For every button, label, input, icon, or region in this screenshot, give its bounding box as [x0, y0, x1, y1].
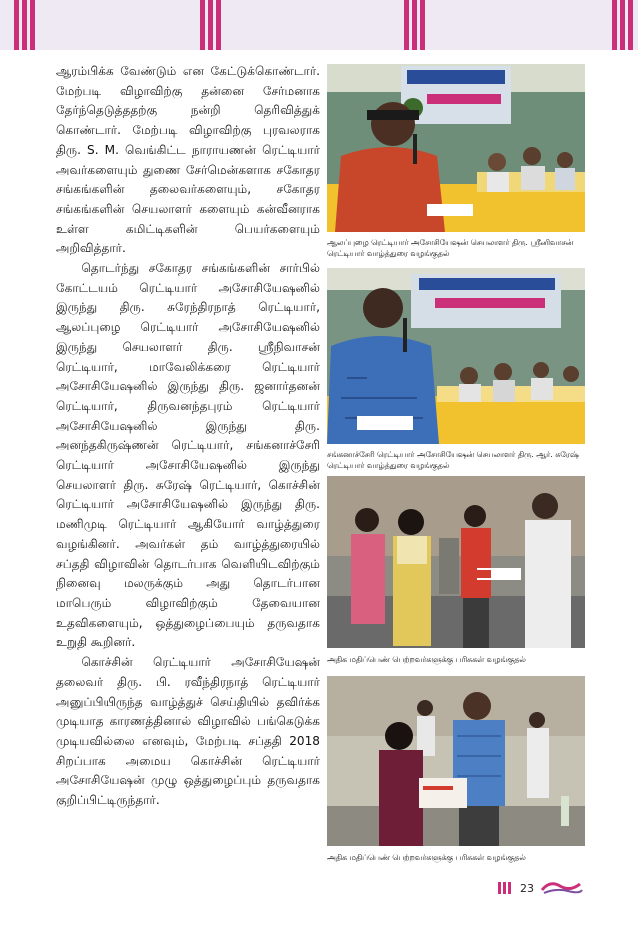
- article-paragraph-1: ஆரம்பிக்க வேண்டும் என கேட்டுக்கொண்டார். மேற்படி விழாவிற்கு தன்னை சேர்மனாக தேர்ந்தெடுத்ததற்கு நன்றி தெரிவித்துக் கொண்டார். மேற்படி விழாவிற்கு புரவலராக திரு. S. M. வெங்கிட்ட நாராயணன் ரெட்டியார் அவர்களையும் துணை சேர்மென்களாக சகோதர சங்கங்களின் தலைவர்களையும், சகோதர சங்கங்களின் செயலாளர் களையும் கன்வீனராக உள்ள கமிட்டிகளின் பெயர்களையும் அறிவித்தார்.: [56, 64, 320, 256]
- article-paragraph-3: கொச்சின் ரெட்டியார் அசோசியேஷன் தலைவர் திரு. பி. ரவீந்திரநாத் ரெட்டியார் அனுப்பியிருந்த வாழ்த்துச் செய்தியில் தவிர்க்க முடியாத காரணத்தினால் விழாவில் பங்கெடுக்க முடியவில்லை எனவும், மேற்படி சப்ததி 2018 சிறப்பாக அமைய கொச்சின் ரெட்டியார் அசோசியேஷன் முழு ஒத்துழைப்பும் தருவதாக குறிப்பிட்டிருந்தார்.: [56, 655, 320, 808]
- header-stripe: [620, 0, 625, 50]
- photo-1-caption: ஆலப்புழை ரெட்டியார் அசோசியேஷன் செயலாளர் திரு. ஸ்ரீனிவாசன் ரெட்டியார் வாழ்த்துரை வழங்குதல்: [327, 238, 574, 258]
- header-stripe: [612, 0, 617, 50]
- header-stripe: [420, 0, 425, 50]
- header-stripe: [200, 0, 205, 50]
- event-photo-2: [327, 268, 585, 444]
- photo-4-caption: அதிக மதிப்பெண் பெற்றவர்களுக்கு பரிசுகள் வழங்குதல்: [327, 853, 526, 862]
- event-photo-1: [327, 64, 585, 232]
- header-stripe: [216, 0, 221, 50]
- photo-2-caption: சங்கனாச்சேரி ரெட்டியார் அசோசியேஷன் செயலாளர் திரு. ஆர். சுரேஷ் ரெட்டியார் வாழ்த்துரை வழங்குதல்: [327, 450, 579, 470]
- event-photo-3: [327, 476, 585, 648]
- header-band: [0, 0, 638, 50]
- header-stripe: [208, 0, 213, 50]
- header-stripe: [628, 0, 633, 50]
- header-stripe: [22, 0, 27, 50]
- event-photo-4: [327, 676, 585, 846]
- footer-stripes: [498, 882, 516, 894]
- article-body: [56, 62, 320, 811]
- page-number: 23: [520, 882, 534, 895]
- magazine-logo: [538, 878, 584, 896]
- header-stripe: [404, 0, 409, 50]
- header-stripe: [412, 0, 417, 50]
- article-paragraph-2: தொடர்ந்து சகோதர சங்கங்களின் சார்பில் கோட்டயம் ரெட்டியார் அசோசியேஷனில் இருந்து திரு. சுரேந்திரநாத் ரெட்டியார், ஆலப்புழை ரெட்டியார் அசோசியேஷனில் இருந்து செயலாளர் திரு. ஸ்ரீநிவாசன் ரெட்டியார், மாவேலிக்கரை ரெட்டியார் அசோசியேஷனில் இருந்து திரு. ஜனார்தனன் ரெட்டியார், திருவனந்தபுரம் ரெட்டியார் அசோசியேஷனில் இருந்து திரு. அனந்தகிருஷ்ணன் ரெட்டியார், சங்கனாச்சேரி ரெட்டியார் அசோசியேஷனில் இருந்து செயலாளர் திரு. சுரேஷ் ரெட்டியார், கொச்சின் ரெட்டியார் அசோசியேஷனில் இருந்து திரு. மணிமுடி ரெட்டியார் ஆகியோர் வாழ்த்துரை வழங்கினர். அவர்கள் தம் வாழ்த்துரையில் சப்ததி விழாவின் தொடர்பாக வெளியிடவிற்கும் நினைவு மலருக்கும் அது தொடர்பான மாபெரும் விழாவிற்கும் தேவையான உதவிகளையும், ஒத்துழைப்பையும் தருவதாக உறுதி கூறினர்.: [56, 261, 320, 650]
- photo-3-caption: அதிக மதிப்பெண் பெற்றவர்களுக்கு பரிசுகள் வழங்குதல்: [327, 655, 526, 664]
- header-stripe: [14, 0, 19, 50]
- header-stripe: [30, 0, 35, 50]
